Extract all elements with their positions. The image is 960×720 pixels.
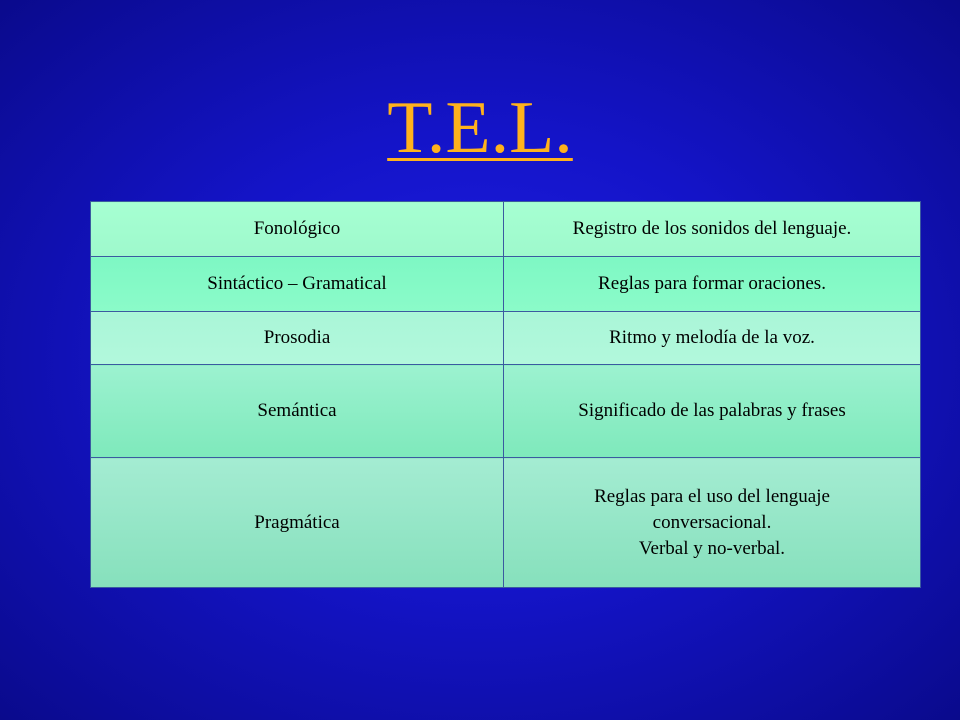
table-row [91,312,921,365]
description-cell [504,257,921,312]
slide-title-text: T.E.L. [387,87,573,169]
description-line: conversacional. [652,511,772,533]
table-row [91,202,921,257]
description-line: Verbal y no-verbal. [638,537,786,559]
term-cell: Prosodia [91,312,504,365]
description-cell [504,312,921,365]
description-line: Ritmo y melodía de la voz. [609,327,815,348]
table-row [91,257,921,312]
term-cell: Pragmática [91,458,504,588]
description-cell [504,458,921,588]
language-components-table [90,201,921,588]
term-cell: Sintáctico – Gramatical [91,257,504,312]
description-line: Significado de las palabras y frases [578,400,846,421]
table-row [91,458,921,588]
description-line: Reglas para el uso del lenguaje [594,485,830,507]
table-row [91,365,921,458]
description-cell [504,365,921,458]
slide-title [0,88,960,168]
description-line: Registro de los sonidos del lenguaje. [572,218,852,239]
term-cell: Semántica [91,365,504,458]
description-line: Reglas para formar oraciones. [598,273,826,294]
term-cell: Fonológico [91,202,504,257]
description-cell [504,202,921,257]
